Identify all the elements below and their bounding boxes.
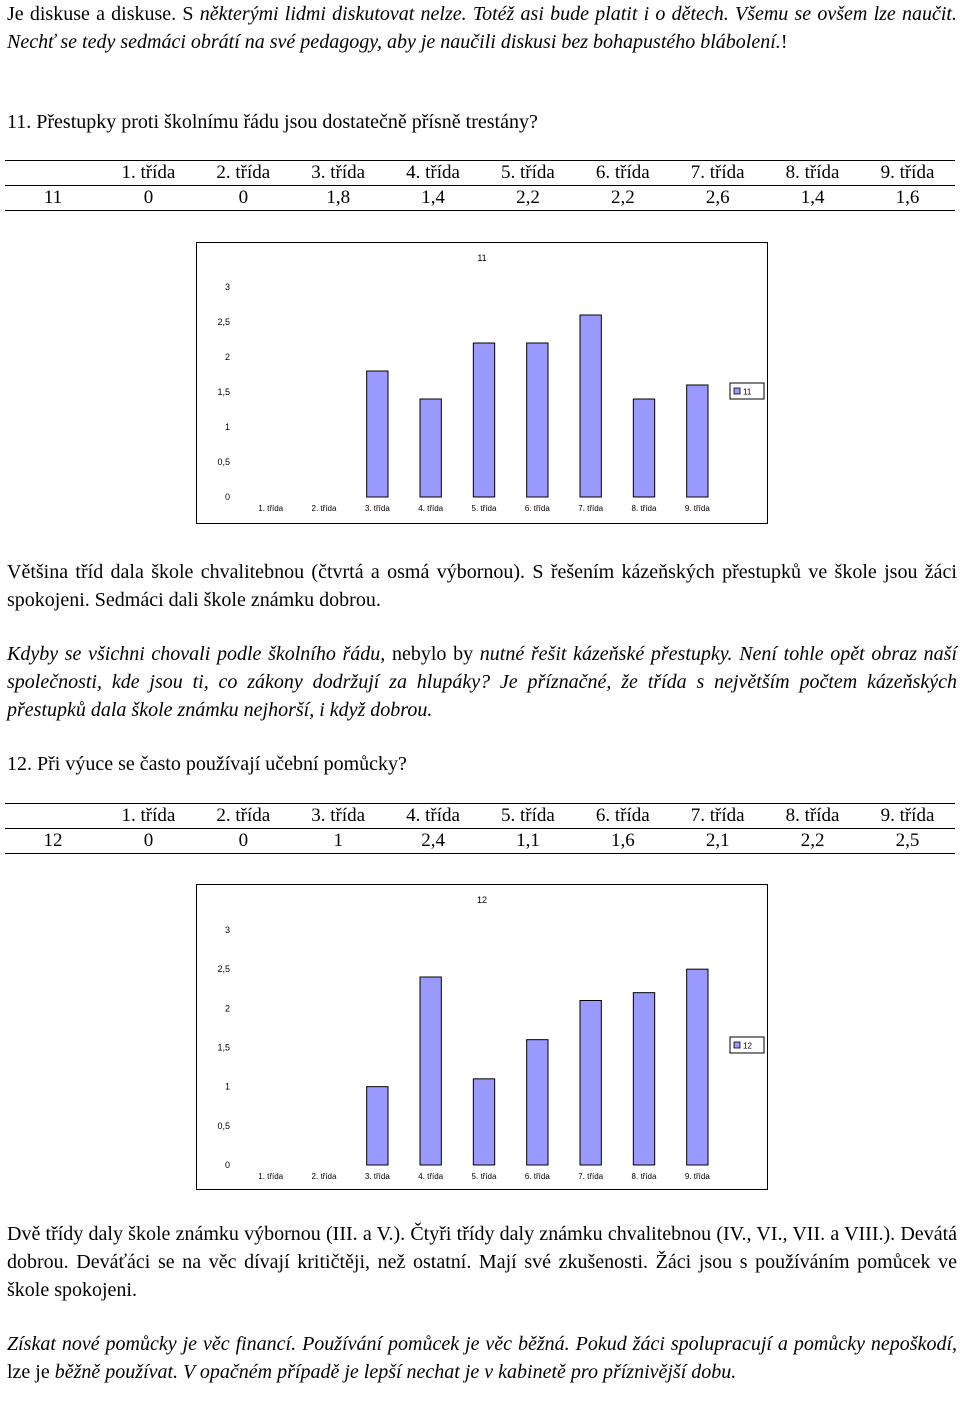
table-q11 bbox=[5, 160, 955, 211]
bar-chart-q12 bbox=[196, 884, 768, 1190]
comment-q12-italic-b: běžně používat. V opačném případě je lepší nechat je v kabinetě pro příznivější dobu. bbox=[54, 1361, 737, 1383]
bar bbox=[687, 385, 708, 497]
comment-q12 bbox=[7, 1330, 957, 1386]
x-tick-label: 6. třída bbox=[524, 504, 550, 513]
header-cell: 1. třída bbox=[101, 804, 196, 829]
table-q12-header-row bbox=[5, 804, 955, 829]
x-tick-label: 8. třída bbox=[631, 1172, 657, 1181]
header-cell: 6. třída bbox=[575, 161, 670, 186]
bar bbox=[527, 1040, 548, 1165]
bar bbox=[633, 993, 654, 1165]
header-cell: 1. třída bbox=[101, 161, 196, 186]
bar bbox=[633, 399, 654, 497]
data-cell: 2,6 bbox=[670, 186, 765, 211]
question-11: 11. Přestupky proti školnímu řádu jsou dostatečně přísně trestány? bbox=[7, 111, 538, 133]
intro-paragraph bbox=[7, 0, 957, 56]
header-cell: 4. třída bbox=[386, 804, 481, 829]
x-tick-label: 7. třída bbox=[578, 1172, 604, 1181]
data-cell: 0 bbox=[196, 829, 291, 854]
x-tick-label: 2. třída bbox=[311, 1172, 337, 1181]
y-tick-label: 1 bbox=[224, 422, 230, 432]
x-tick-label: 1. třída bbox=[258, 1172, 284, 1181]
y-tick-label: 0,5 bbox=[217, 457, 230, 467]
summary-q12: Dvě třídy daly škole známku výbornou (III. a V.). Čtyři třídy daly známku chvalitebnou (IV., VI., VII. a VIII.). Devátá dobrou. Deváťáci se na věc dívají kritičtěji, než ostatní. Mají své zkušenosti. Žáci jsou s používáním pomůcek ve škole spokojeni. bbox=[7, 1223, 957, 1301]
bar bbox=[367, 371, 388, 497]
header-cell: 2. třída bbox=[196, 804, 291, 829]
comment-q11-italic-a: Kdyby se všichni chovali podle školního řádu, bbox=[7, 643, 386, 665]
x-tick-label: 9. třída bbox=[684, 1172, 710, 1181]
data-cell: 1,8 bbox=[291, 186, 386, 211]
bar bbox=[473, 343, 494, 497]
header-cell: 3. třída bbox=[291, 161, 386, 186]
data-cell: 1 bbox=[291, 829, 386, 854]
intro-italic-text: některými lidmi diskutovat nelze. Totéž asi bude platit i o dětech. Všemu se ovšem lze naučit. Nechť se tedy sedmáci obrátí na své pedagogy, aby je naučili diskusi bez bohapustého blábolení. bbox=[7, 3, 957, 53]
y-tick-label: 2 bbox=[224, 1003, 230, 1014]
table-q11-header-row bbox=[5, 161, 955, 186]
comment-q12-italic-a: Získat nové pomůcky je věc financí. Používání pomůcek je věc běžná. Pokud žáci spolupracují a pomůcky nepoškodí, bbox=[7, 1333, 957, 1355]
y-tick-label: 1 bbox=[224, 1081, 230, 1092]
comment-q11-plain: nebylo by bbox=[385, 643, 480, 665]
chart-title: 12 bbox=[476, 895, 488, 905]
header-cell: 8. třída bbox=[765, 161, 860, 186]
bar-chart-q11 bbox=[196, 242, 768, 524]
y-tick-label: 0,5 bbox=[217, 1120, 230, 1131]
x-tick-label: 4. třída bbox=[418, 1172, 444, 1181]
intro-text: Je diskuse a diskuse. S bbox=[7, 3, 200, 25]
bar bbox=[687, 969, 708, 1165]
table-q11-data-row bbox=[5, 186, 955, 211]
x-tick-label: 5. třída bbox=[471, 1172, 497, 1181]
bar bbox=[367, 1087, 388, 1165]
header-cell: 7. třída bbox=[670, 161, 765, 186]
data-cell: 2,2 bbox=[575, 186, 670, 211]
x-tick-label: 2. třída bbox=[311, 504, 337, 513]
data-cell: 0 bbox=[101, 829, 196, 854]
comment-q12-plain: lze je bbox=[7, 1361, 55, 1383]
table-q12 bbox=[5, 803, 955, 854]
header-cell: 6. třída bbox=[575, 804, 670, 829]
bar bbox=[420, 399, 441, 497]
bar bbox=[420, 977, 441, 1165]
data-cell: 1,4 bbox=[386, 186, 481, 211]
header-cell: 9. třída bbox=[860, 804, 955, 829]
x-tick-label: 1. třída bbox=[258, 504, 284, 513]
y-tick-label: 3 bbox=[224, 282, 230, 292]
data-cell: 2,4 bbox=[386, 829, 481, 854]
data-cell: 1,1 bbox=[481, 829, 576, 854]
x-tick-label: 5. třída bbox=[471, 504, 497, 513]
x-tick-label: 6. třída bbox=[524, 1172, 550, 1181]
legend-label: 11 bbox=[743, 387, 752, 397]
x-tick-label: 3. třída bbox=[364, 1172, 390, 1181]
data-cell: 12 bbox=[5, 829, 101, 854]
intro-tail: ! bbox=[780, 31, 788, 53]
y-tick-label: 0 bbox=[224, 1160, 230, 1170]
header-cell: 5. třída bbox=[481, 161, 576, 186]
bar bbox=[580, 315, 601, 497]
header-cell: 4. třída bbox=[386, 161, 481, 186]
x-tick-label: 3. třída bbox=[364, 504, 390, 513]
data-cell: 2,2 bbox=[481, 186, 576, 211]
y-tick-label: 2,5 bbox=[217, 964, 230, 975]
data-cell: 0 bbox=[101, 186, 196, 211]
header-cell: 2. třída bbox=[196, 161, 291, 186]
summary-q11: Většina tříd dala škole chvalitebnou (čtvrtá a osmá výbornou). S řešením kázeňských přestupků ve škole jsou žáci spokojeni. Sedmáci dali škole známku dobrou. bbox=[7, 561, 957, 611]
data-cell: 1,4 bbox=[765, 186, 860, 211]
y-tick-label: 2,5 bbox=[217, 317, 230, 327]
table-q12-data-row bbox=[5, 829, 955, 854]
x-tick-label: 4. třída bbox=[418, 504, 444, 513]
data-cell: 11 bbox=[5, 186, 101, 211]
legend-swatch bbox=[734, 1042, 740, 1048]
legend-swatch bbox=[734, 388, 740, 394]
data-cell: 0 bbox=[196, 186, 291, 211]
data-cell: 1,6 bbox=[860, 186, 955, 211]
header-cell: 5. třída bbox=[481, 804, 576, 829]
bar bbox=[527, 343, 548, 497]
y-tick-label: 2 bbox=[224, 352, 230, 362]
chart-title: 11 bbox=[477, 253, 487, 263]
header-cell bbox=[5, 161, 101, 186]
x-tick-label: 8. třída bbox=[631, 504, 657, 513]
header-cell bbox=[5, 804, 101, 829]
comment-q11 bbox=[7, 640, 957, 724]
y-tick-label: 1,5 bbox=[217, 1042, 230, 1053]
data-cell: 2,5 bbox=[860, 829, 955, 854]
bar bbox=[473, 1079, 494, 1165]
y-tick-label: 1,5 bbox=[217, 387, 230, 397]
question-12: 12. Při výuce se často používají učební pomůcky? bbox=[7, 753, 407, 775]
x-tick-label: 9. třída bbox=[684, 504, 710, 513]
header-cell: 3. třída bbox=[291, 804, 386, 829]
header-cell: 7. třída bbox=[670, 804, 765, 829]
bar bbox=[580, 1001, 601, 1166]
legend-label: 12 bbox=[743, 1041, 752, 1051]
y-tick-label: 3 bbox=[224, 925, 230, 935]
y-tick-label: 0 bbox=[224, 492, 230, 502]
comment-q11-italic-b: nutné řešit kázeňské přestupky. Není tohle opět obraz naší společnosti, kde jsou ti, co zákony dodržují za hlupáky? Je příznačné, že třída s největším počtem kázeňských přestupků dala škole známku nejhorší, i když dobrou. bbox=[7, 643, 957, 721]
header-cell: 8. třída bbox=[765, 804, 860, 829]
data-cell: 1,6 bbox=[575, 829, 670, 854]
x-tick-label: 7. třída bbox=[578, 504, 604, 513]
data-cell: 2,2 bbox=[765, 829, 860, 854]
header-cell: 9. třída bbox=[860, 161, 955, 186]
data-cell: 2,1 bbox=[670, 829, 765, 854]
